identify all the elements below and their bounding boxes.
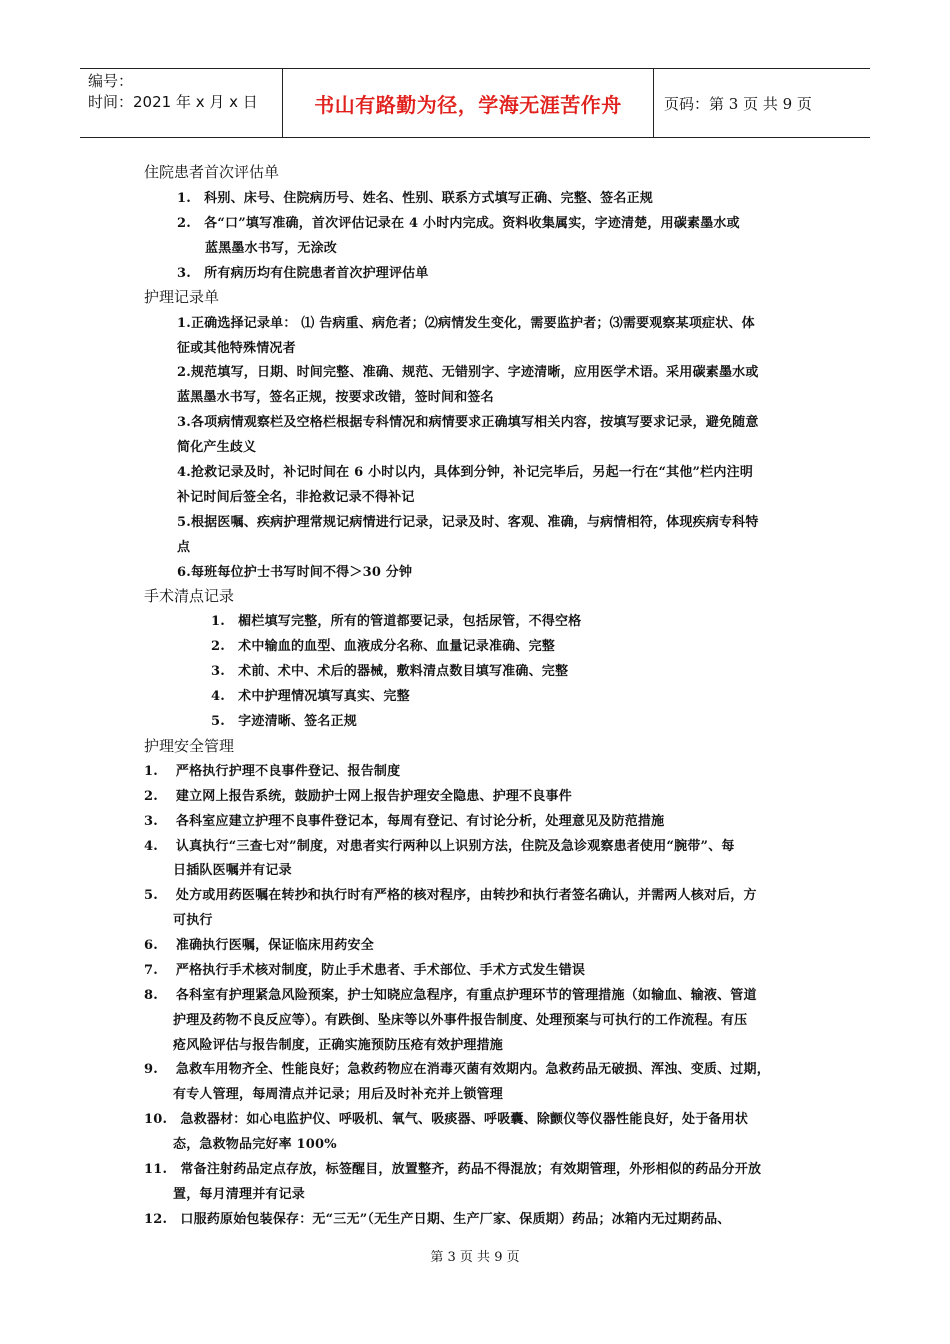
list-item: 点 — [177, 540, 191, 555]
date-label: 时间：2021 年 x 月 x 日 — [88, 93, 258, 111]
list-item: 7. 严格执行手术核对制度，防止手术患者、手术部位、手术方式发生错误 — [144, 963, 586, 978]
list-item: 8. 各科室有护理紧急风险预案，护士知晓应急程序，有重点护理环节的管理措施（如输血、输液、管道 — [144, 988, 757, 1003]
list-item: 1. 科别、床号、住院病历号、姓名、性别、联系方式填写正确、完整、签名正规 — [177, 191, 653, 206]
list-item: 蓝黑墨水书写，签名正规，按要求改错，签时间和签名 — [177, 390, 494, 405]
list-item: 日插队医嘱并有记录 — [173, 863, 292, 878]
list-item: 4. 术中护理情况填写真实、完整 — [211, 689, 410, 704]
list-item: 简化产生歧义 — [177, 440, 257, 455]
list-item: 3.各项病情观察栏及空格栏根据专科情况和病情要求正确填写相关内容，按填写要求记录，避免随意 — [177, 415, 759, 430]
list-item: 11. 常备注射药品定点存放，标签醒目，放置整齐，药品不得混放；有效期管理，外形相似的药品分开放 — [144, 1162, 762, 1177]
list-item: 置，每月清理并有记录 — [173, 1187, 306, 1202]
list-item: 1.正确选择记录单： ⑴ 告病重、病危者；⑵病情发生变化，需要监护者；⑶需要观察某项症状、体 — [177, 316, 755, 331]
motto-banner: 书山有路勤为径，学海无涯苦作舟 — [283, 69, 654, 137]
list-item: 4.抢救记录及时，补记时间在 6 小时以内，具体到分钟，补记完毕后，另起一行在“其他”栏内注明 — [177, 465, 754, 480]
list-item: 12. 口服药原始包装保存：无“三无”（无生产日期、生产厂家、保质期）药品；冰箱内无过期药品、 — [144, 1212, 731, 1227]
list-item: 4. 认真执行“三查七对”制度，对患者实行两种以上识别方法，住院及急诊观察患者使用“腕带”、每 — [144, 839, 735, 854]
section-title: 护理记录单 — [144, 288, 220, 306]
list-item: 1. 严格执行护理不良事件登记、报告制度 — [144, 764, 401, 779]
list-item: 2. 建立网上报告系统，鼓励护士网上报告护理安全隐患、护理不良事件 — [144, 789, 572, 804]
list-item: 3. 所有病历均有住院患者首次护理评估单 — [177, 266, 429, 281]
list-item: 有专人管理，每周清点并记录；用后及时补充并上锁管理 — [173, 1087, 504, 1102]
list-item: 2. 各“口”填写准确，首次评估记录在 4 小时内完成。资料收集属实，字迹清楚，用碳素墨水或 — [177, 216, 740, 231]
list-item: 10. 急救器材：如心电监护仪、呼吸机、氧气、吸痰器、呼吸囊、除颤仪等仪器性能良好，处于备用状 — [144, 1112, 749, 1127]
list-item: 2.规范填写，日期、时间完整、准确、规范、无错别字、字迹清晰，应用医学术语。采用碳素墨水或 — [177, 365, 759, 380]
serial-number-label: 编号： — [88, 72, 134, 90]
list-item: 6. 准确执行医嘱，保证临床用药安全 — [144, 938, 374, 953]
list-item: 可执行 — [173, 913, 213, 928]
list-item: 补记时间后签全名，非抢救记录不得补记 — [177, 490, 415, 505]
page-footer: 第 3 页 共 9 页 — [430, 1250, 520, 1265]
list-item: 5. 字迹清晰、签名正规 — [211, 714, 357, 729]
list-item: 3. 术前、术中、术后的器械，敷料清点数目填写准确、完整 — [211, 664, 569, 679]
list-item: 2. 术中输血的血型、血液成分名称、血量记录准确、完整 — [211, 639, 555, 654]
section-title: 住院患者首次评估单 — [144, 163, 280, 181]
list-item: 5. 处方或用药医嘱在转抄和执行时有严格的核对程序，由转抄和执行者签名确认，并需两人核对后，方 — [144, 888, 757, 903]
list-item: 3. 各科室应建立护理不良事件登记本，每周有登记、有讨论分析，处理意见及防范措施 — [144, 814, 665, 829]
page-indicator: 页码：第 3 页 共 9 页 — [664, 94, 812, 113]
list-item: 征或其他特殊情况者 — [177, 341, 296, 356]
section-title: 手术清点记录 — [144, 587, 235, 605]
list-item: 9. 急救车用物齐全、性能良好；急救药物应在消毒灭菌有效期内。急救药品无破损、浑浊、变质、过期， — [144, 1062, 770, 1077]
list-item: 1. 楣栏填写完整，所有的管道都要记录，包括尿管，不得空格 — [211, 614, 582, 629]
header-table — [80, 68, 870, 138]
section-title: 护理安全管理 — [144, 737, 235, 755]
list-item: 6.每班每位护士书写时间不得＞30 分钟 — [177, 565, 413, 580]
list-item: 态，急救物品完好率 100% — [173, 1137, 337, 1152]
list-item: 疮风险评估与报告制度，正确实施预防压疮有效护理措施 — [173, 1038, 504, 1053]
list-item: 蓝黑墨水书写，无涂改 — [205, 241, 338, 256]
list-item: 护理及药物不良反应等）。有跌倒、坠床等以外事件报告制度、处理预案与可执行的工作流程。有压 — [173, 1013, 748, 1028]
list-item: 5.根据医嘱、疾病护理常规记病情进行记录，记录及时、客观、准确，与病情相符，体现疾病专科特 — [177, 515, 759, 530]
header-left-cell — [80, 69, 283, 137]
